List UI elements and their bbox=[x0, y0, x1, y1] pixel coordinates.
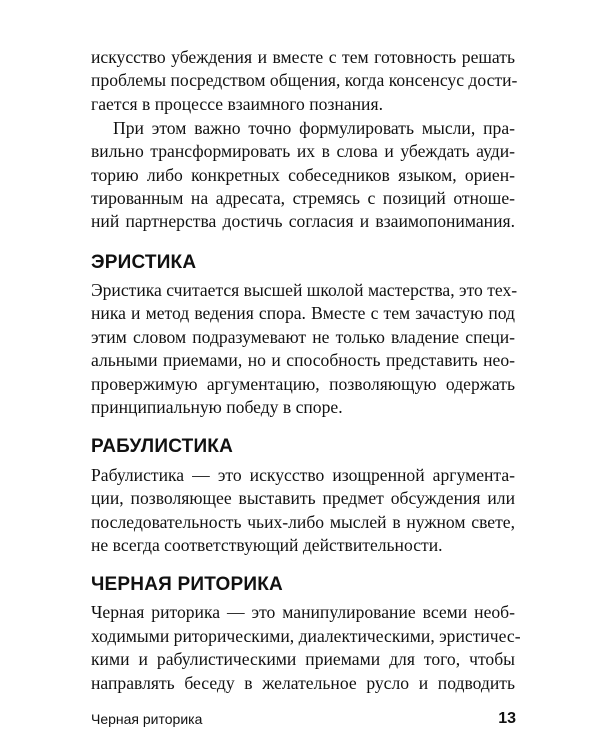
intro2-line-2: вильно трансформировать их в слова и убеждать ауди- bbox=[91, 141, 515, 161]
page-number: 13 bbox=[498, 710, 516, 727]
running-footer-title: Черная риторика bbox=[91, 711, 203, 727]
eristics-line-1: Эристика считается высшей школой мастерства, это тех- bbox=[91, 280, 518, 300]
intro2-line-3: торию либо конкретных собеседников языком, ориен- bbox=[91, 165, 515, 185]
rabulistics-line-2: ции, позволяющее выставить предмет обсуждения или bbox=[91, 488, 515, 508]
intro2-line-5: ний партнерства достичь согласия и взаимопонимания. bbox=[91, 211, 515, 231]
section-heading-rabulistics: РАБУЛИСТИКА bbox=[91, 436, 234, 457]
eristics-line-3: этим словом подразумевают не только владение специ- bbox=[91, 327, 515, 347]
rabulistics-line-3: последовательность чьих-либо мыслей в нужном свете, bbox=[91, 512, 515, 532]
section-heading-black-rhetoric: ЧЕРНАЯ РИТОРИКА bbox=[91, 574, 283, 595]
black-rhetoric-line-4: направлять беседу в желательное русло и подводить bbox=[91, 673, 515, 693]
intro-line-3: гается в процессе взаимного познания. bbox=[91, 94, 383, 114]
black-rhetoric-line-2: ходимыми риторическими, диалектическими, эристичес- bbox=[91, 626, 521, 646]
eristics-line-5: провержимую аргументацию, позволяющую одержать bbox=[91, 374, 515, 394]
intro-line-2: проблемы посредством общения, когда консенсус дости- bbox=[91, 70, 518, 90]
intro2-line-1: При этом важно точно формулировать мысли, пра- bbox=[113, 118, 515, 138]
intro2-line-4: тированным на адресата, стремясь с позиций отноше- bbox=[91, 188, 515, 208]
rabulistics-line-4: не всегда соответствующий действительности. bbox=[91, 535, 443, 555]
eristics-line-4: альными приемами, но и способность представить нео- bbox=[91, 350, 515, 370]
section-heading-eristics: ЭРИСТИКА bbox=[91, 252, 197, 273]
intro-line-1: искусство убеждения и вместе с тем готовность решать bbox=[91, 47, 515, 67]
black-rhetoric-line-3: кими и рабулистическими приемами для того, чтобы bbox=[91, 649, 515, 669]
eristics-line-6: принципиальную победу в споре. bbox=[91, 397, 343, 417]
rabulistics-line-1: Рабулистика — это искусство изощренной аргумента- bbox=[91, 465, 515, 485]
black-rhetoric-line-1: Черная риторика — это манипулирование всеми необ- bbox=[91, 602, 515, 622]
eristics-line-2: ника и метод ведения спора. Вместе с тем зачастую под bbox=[91, 303, 515, 323]
